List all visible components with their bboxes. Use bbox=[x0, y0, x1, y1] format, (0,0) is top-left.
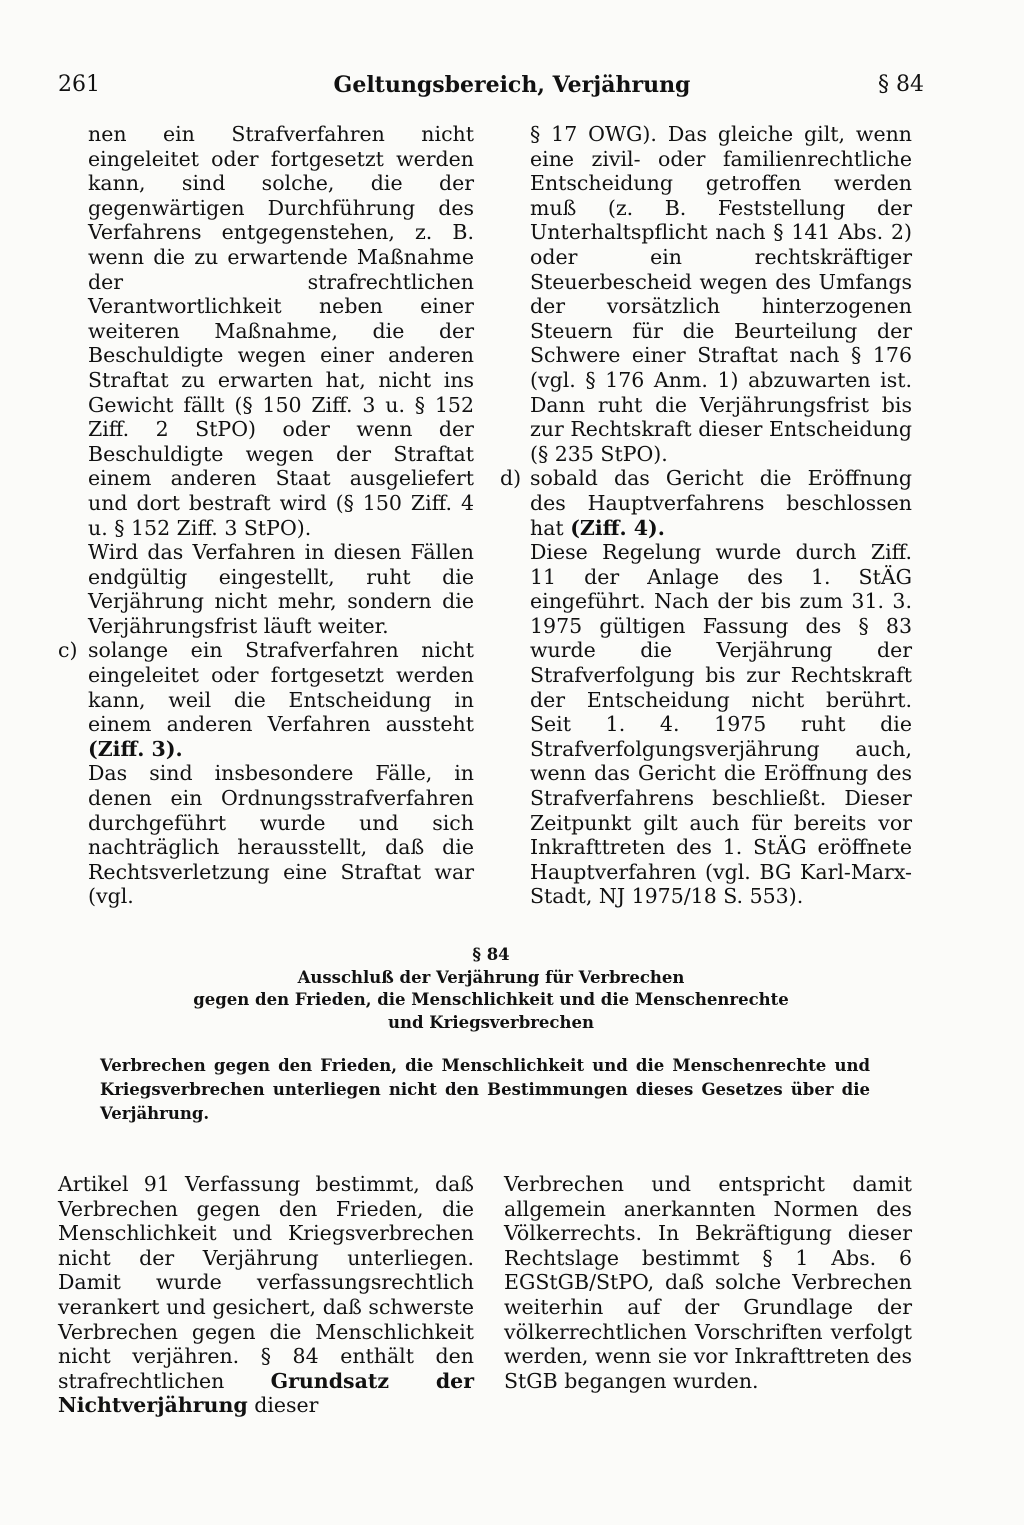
statute-text: Verbrechen gegen den Frieden, die Menschlichkeit und die Menschenrechte und Kriegsverbrechen unterliegen nicht den Bestimmungen dieses Gesetzes über die Verjährung. bbox=[100, 1056, 870, 1123]
section-heading bbox=[100, 944, 882, 1034]
paragraph: Verbrechen und entspricht damit allgemein anerkannten Normen des Völkerrechts. In Bekräftigung dieser Rechtslage bestimmt § 1 Abs. 6 EGStGB/StPO, daß solche Verbrechen weiterhin auf der Grundlage der völkerrechtlichen Vorschriften verfolgt werden, wenn sie vor Inkrafttreten des StGB begangen wurden. bbox=[504, 1172, 912, 1393]
item-text: sobald das Gericht die Eröffnung des Hauptverfahrens beschlossen hat bbox=[530, 466, 912, 540]
paragraph: Diese Regelung wurde durch Ziff. 11 der Anlage des 1. StÄG eingeführt. Nach der bis zum 31. 3. 1975 gültigen Fassung des § 83 wurde die Verjährung der Strafverfolgung bis zur Rechtskraft der Entscheidung nicht berührt. Seit 1. 4. 1975 ruht die Strafverfolgungsverjährung auch, wenn das Gericht die Eröffnung des Strafverfahrens beschließt. Dieser Zeitpunkt gilt auch für bereits vor Inkrafttreten des 1. StÄG eröffnete Hauptverfahren (vgl. BG Karl-Marx-Stadt, NJ 1975/18 S. 553). bbox=[530, 540, 912, 909]
paragraph: Das sind insbesondere Fälle, in denen ein Ordnungsstrafverfahren durchgeführt wurde und sich nachträglich herausstellt, daß die Rechtsverletzung eine Straftat war (vgl. bbox=[88, 761, 474, 909]
section-number: § 84 bbox=[472, 945, 510, 964]
section-title-line: gegen den Frieden, die Menschlichkeit und die Menschenrechte bbox=[193, 990, 789, 1010]
item-label: d) bbox=[500, 466, 522, 491]
running-title: Geltungsbereich, Verjährung bbox=[333, 72, 691, 98]
paragraph bbox=[58, 1172, 474, 1418]
left-column bbox=[58, 122, 474, 909]
page-number: 261 bbox=[58, 72, 100, 97]
commentary-left-column bbox=[58, 1172, 474, 1418]
section-title-line: und Kriegsverbrechen bbox=[388, 1012, 594, 1032]
section-title-line: Ausschluß der Verjährung für Verbrechen bbox=[297, 967, 685, 987]
paragraph: Wird das Verfahren in diesen Fällen endgültig eingestellt, ruht die Verjährung nicht mehr, sondern die Verjährungsfrist läuft weiter. bbox=[88, 540, 474, 638]
item-text: solange ein Strafverfahren nicht eingeleitet oder fortgesetzt werden kann, weil die Entscheidung in einem anderen Verfahren aussteht bbox=[88, 638, 474, 737]
commentary-right-column bbox=[504, 1172, 912, 1393]
paragraph: nen ein Strafverfahren nicht eingeleitet oder fortgesetzt werden kann, sind solche, die der gegenwärtigen Durchführung des Verfahrens entgegenstehen, z. B. wenn die zu erwartende Maßnahme der strafrechtlichen Verantwortlichkeit neben einer weiteren Maßnahme, die der Beschuldigte wegen einer anderen Straftat zu erwarten hat, nicht ins Gewicht fällt (§ 150 Ziff. 3 u. § 152 Ziff. 2 StPO) oder wenn der Beschuldigte wegen der Straftat einem anderen Staat ausgeliefert und dort bestraft wird (§ 150 Ziff. 4 u. § 152 Ziff. 3 StPO). bbox=[88, 122, 474, 540]
commentary-emphasis: Grundsatz der Nichtverjährung bbox=[58, 1368, 474, 1418]
running-section: § 84 bbox=[878, 72, 924, 97]
item-label: c) bbox=[58, 638, 78, 663]
right-column bbox=[500, 122, 912, 909]
commentary-text: dieser bbox=[254, 1393, 319, 1418]
paragraph: § 17 OWG). Das gleiche gilt, wenn eine zivil- oder familienrechtliche Entscheidung getroffen werden muß (z. B. Feststellung der Unterhaltspflicht nach § 141 Abs. 2) oder ein rechtskräftiger Steuerbescheid wegen des Umfangs der vorsätzlich hinterzogenen Steuern für die Beurteilung der Schwere einer Straftat nach § 176 (vgl. § 176 Anm. 1) abzuwarten ist. Dann ruht die Verjährungsfrist bis zur Rechtskraft dieser Entscheidung (§ 235 StPO). bbox=[530, 122, 912, 466]
item-reference: (Ziff. 3). bbox=[88, 736, 183, 761]
list-item-c bbox=[58, 638, 474, 761]
commentary-text: Artikel 91 Verfassung bestimmt, daß Verbrechen gegen den Frieden, die Menschlichkeit und Kriegsverbrechen nicht der Verjährung unterliegen. Damit wurde verfassungsrechtlich verankert und gesichert, daß schwerste Verbrechen gegen die Menschlichkeit nicht verjähren. § 84 enthält den strafrechtlichen bbox=[58, 1172, 474, 1393]
item-reference: (Ziff. 4). bbox=[570, 515, 665, 540]
list-item-d bbox=[500, 466, 912, 540]
